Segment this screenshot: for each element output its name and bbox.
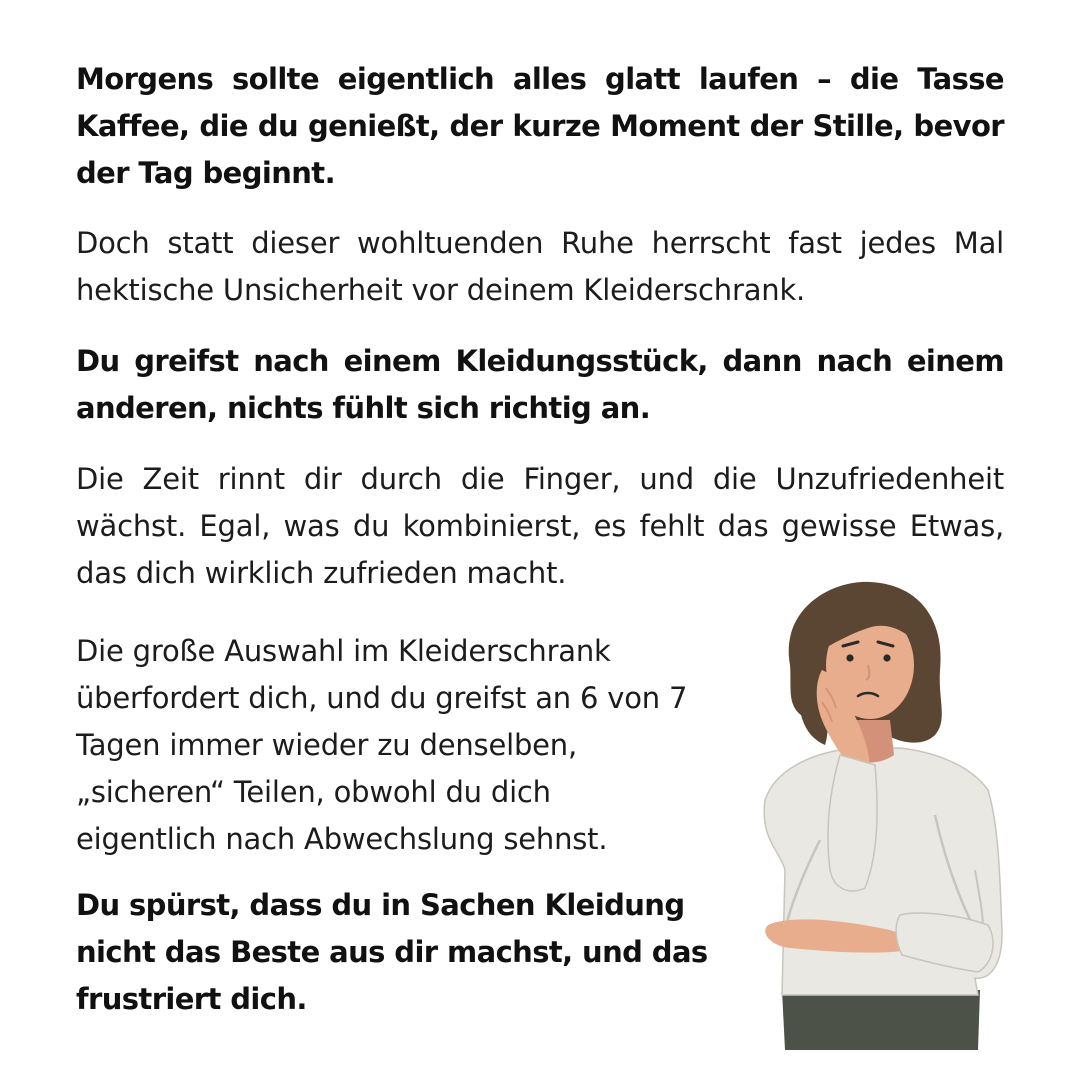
choice-line: überfordert dich, und du greifst an 6 von 7 bbox=[76, 681, 688, 715]
pants-shape bbox=[782, 990, 980, 1050]
choice-line: Tagen immer wieder zu denselben, bbox=[76, 728, 577, 762]
eye-shape bbox=[846, 654, 853, 661]
choice-paragraph bbox=[76, 628, 776, 863]
thoughtful-woman-illustration bbox=[730, 570, 1020, 1050]
choice-line: „sicheren“ Teilen, obwohl du dich bbox=[76, 775, 551, 809]
frustration-line: frustriert dich. bbox=[76, 982, 307, 1016]
raised-arm-shape bbox=[828, 755, 877, 891]
frustration-line: nicht das Beste aus dir machst, und das bbox=[76, 935, 708, 969]
choice-line: eigentlich nach Abwechslung sehnst. bbox=[76, 822, 608, 856]
time-paragraph: Die Zeit rinnt dir durch die Finger, und die Unzufriedenheit wächst. Egal, was du kombinierst, es fehlt das gewisse Etwas, das dich wirklich zufrieden macht. bbox=[76, 462, 1004, 590]
frustration-paragraph bbox=[76, 882, 776, 1023]
frustration-line: Du spürst, dass du in Sachen Kleidung bbox=[76, 888, 685, 922]
eye-shape bbox=[883, 654, 890, 661]
reaching-paragraph: Du greifst nach einem Kleidungsstück, dann nach einem anderen, nichts fühlt sich richtig an. bbox=[76, 344, 1004, 425]
choice-line: Die große Auswahl im Kleiderschrank bbox=[76, 634, 611, 668]
calm-paragraph: Doch statt dieser wohltuenden Ruhe herrscht fast jedes Mal hektische Unsicherheit vor deinem Kleiderschrank. bbox=[76, 226, 1004, 307]
intro-paragraph: Morgens sollte eigentlich alles glatt laufen – die Tasse Kaffee, die du genießt, der kurze Moment der Stille, bevor der Tag beginnt. bbox=[76, 62, 1004, 190]
